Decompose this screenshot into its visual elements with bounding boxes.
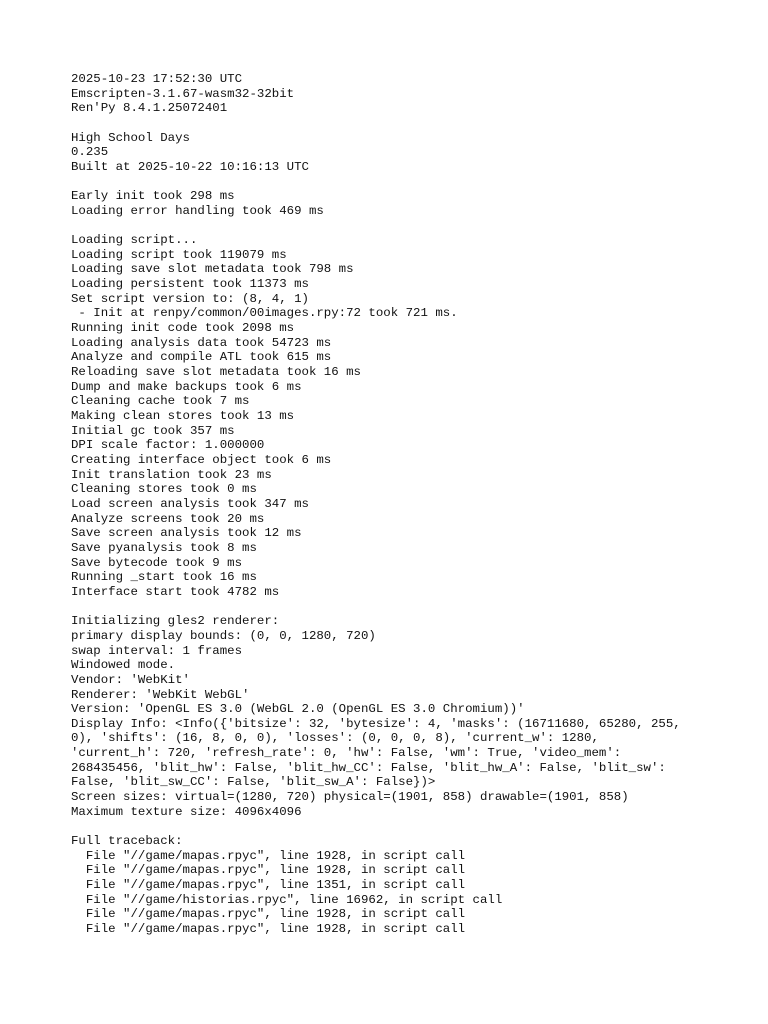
startup-log-line: Set script version to: (8, 4, 1) <box>71 291 309 306</box>
blank-line <box>71 819 761 834</box>
renderer-log-line: Maximum texture size: 4096x4096 <box>71 804 302 819</box>
startup-log-line: - Init at renpy/common/00images.rpy:72 took 721 ms. <box>71 306 458 321</box>
renderer-log-line: 'current_h': 720, 'refresh_rate': 0, 'hw': False, 'wm': True, 'video_mem': <box>71 746 622 761</box>
header-section <box>71 72 761 116</box>
game-info-section <box>71 131 761 175</box>
log-text <box>71 72 761 937</box>
startup-log-line: Save pyanalysis took 8 ms <box>71 540 257 555</box>
traceback-line: File "//game/historias.rpyc", line 16962, in script call <box>71 892 503 907</box>
blank-line <box>71 600 761 615</box>
blank-line <box>71 175 761 190</box>
startup-log-line: Running init code took 2098 ms <box>71 321 295 336</box>
startup-log-line: Loading analysis data took 54723 ms <box>71 335 332 350</box>
startup-log-line: Reloading save slot metadata took 16 ms <box>71 365 361 380</box>
blank-line <box>71 219 761 234</box>
startup-log-line: Loading script... <box>71 233 198 248</box>
renderer-log-line: Version: 'OpenGL ES 3.0 (WebGL 2.0 (OpenGL ES 3.0 Chromium))' <box>71 702 525 717</box>
early-init-section <box>71 189 761 218</box>
traceback-line: File "//game/mapas.rpyc", line 1928, in script call <box>71 921 466 936</box>
renderer-log-line: Screen sizes: virtual=(1280, 720) physical=(1901, 858) drawable=(1901, 858) <box>71 790 629 805</box>
startup-log-line: DPI scale factor: 1.000000 <box>71 438 265 453</box>
startup-log-line: Analyze screens took 20 ms <box>71 511 265 526</box>
traceback-line: File "//game/mapas.rpyc", line 1351, in script call <box>71 878 466 893</box>
startup-log-line: Initial gc took 357 ms <box>71 423 235 438</box>
startup-log-line: Analyze and compile ATL took 615 ms <box>71 350 332 365</box>
startup-log-line: Save bytecode took 9 ms <box>71 555 243 570</box>
renderer-log-line: 268435456, 'blit_hw': False, 'blit_hw_CC': False, 'blit_hw_A': False, 'blit_sw': <box>71 760 666 775</box>
startup-log-line: Loading script took 119079 ms <box>71 247 287 262</box>
renderer-log-line: Vendor: 'WebKit' <box>71 672 190 687</box>
timestamp-line: 2025-10-23 17:52:30 UTC <box>71 72 243 86</box>
startup-log-line: Save screen analysis took 12 ms <box>71 526 302 541</box>
startup-log-line: Making clean stores took 13 ms <box>71 409 295 424</box>
startup-log-line: Creating interface object took 6 ms <box>71 453 332 468</box>
startup-log-line: Cleaning cache took 7 ms <box>71 394 250 409</box>
renderer-log-line: Windowed mode. <box>71 658 176 673</box>
startup-log-line: Running _start took 16 ms <box>71 570 257 585</box>
startup-log-line: Load screen analysis took 347 ms <box>71 496 309 511</box>
renderer-log-line: 0), 'shifts': (16, 8, 0, 0), 'losses': (0, 0, 0, 8), 'current_w': 1280, <box>71 731 599 746</box>
startup-log-line: Dump and make backups took 6 ms <box>71 379 302 394</box>
startup-log-line: Loading persistent took 11373 ms <box>71 277 309 292</box>
traceback-line: Full traceback: <box>71 834 183 849</box>
renderer-log-line: False, 'blit_sw_CC': False, 'blit_sw_A': False})> <box>71 775 436 790</box>
traceback-line: File "//game/mapas.rpyc", line 1928, in script call <box>71 907 466 922</box>
early-log-line: Loading error handling took 469 ms <box>71 203 324 218</box>
build-date-line: Built at 2025-10-22 10:16:13 UTC <box>71 159 309 174</box>
renderer-log-line: swap interval: 1 frames <box>71 643 243 658</box>
game-name-line: High School Days <box>71 130 190 145</box>
emscripten-line: Emscripten-3.1.67-wasm32-32bit <box>71 86 295 101</box>
game-version-line: 0.235 <box>71 145 109 160</box>
traceback-section <box>71 834 761 937</box>
traceback-line: File "//game/mapas.rpyc", line 1928, in script call <box>71 848 466 863</box>
early-log-line: Early init took 298 ms <box>71 189 235 204</box>
startup-log-line: Init translation took 23 ms <box>71 467 272 482</box>
renderer-log-line: Display Info: <Info({'bitsize': 32, 'bytesize': 4, 'masks': (16711680, 65280, 255, <box>71 716 681 731</box>
blank-line <box>71 116 761 131</box>
renderer-log-line: Renderer: 'WebKit WebGL' <box>71 687 250 702</box>
renpy-version-line: Ren'Py 8.4.1.25072401 <box>71 101 228 116</box>
renderer-section <box>71 614 761 819</box>
startup-log-line: Loading save slot metadata took 798 ms <box>71 262 354 277</box>
startup-section <box>71 233 761 599</box>
renderer-log-line: Initializing gles2 renderer: <box>71 614 280 629</box>
renderer-log-line: primary display bounds: (0, 0, 1280, 720) <box>71 628 376 643</box>
traceback-line: File "//game/mapas.rpyc", line 1928, in script call <box>71 863 466 878</box>
startup-log-line: Cleaning stores took 0 ms <box>71 482 257 497</box>
startup-log-line: Interface start took 4782 ms <box>71 584 280 599</box>
